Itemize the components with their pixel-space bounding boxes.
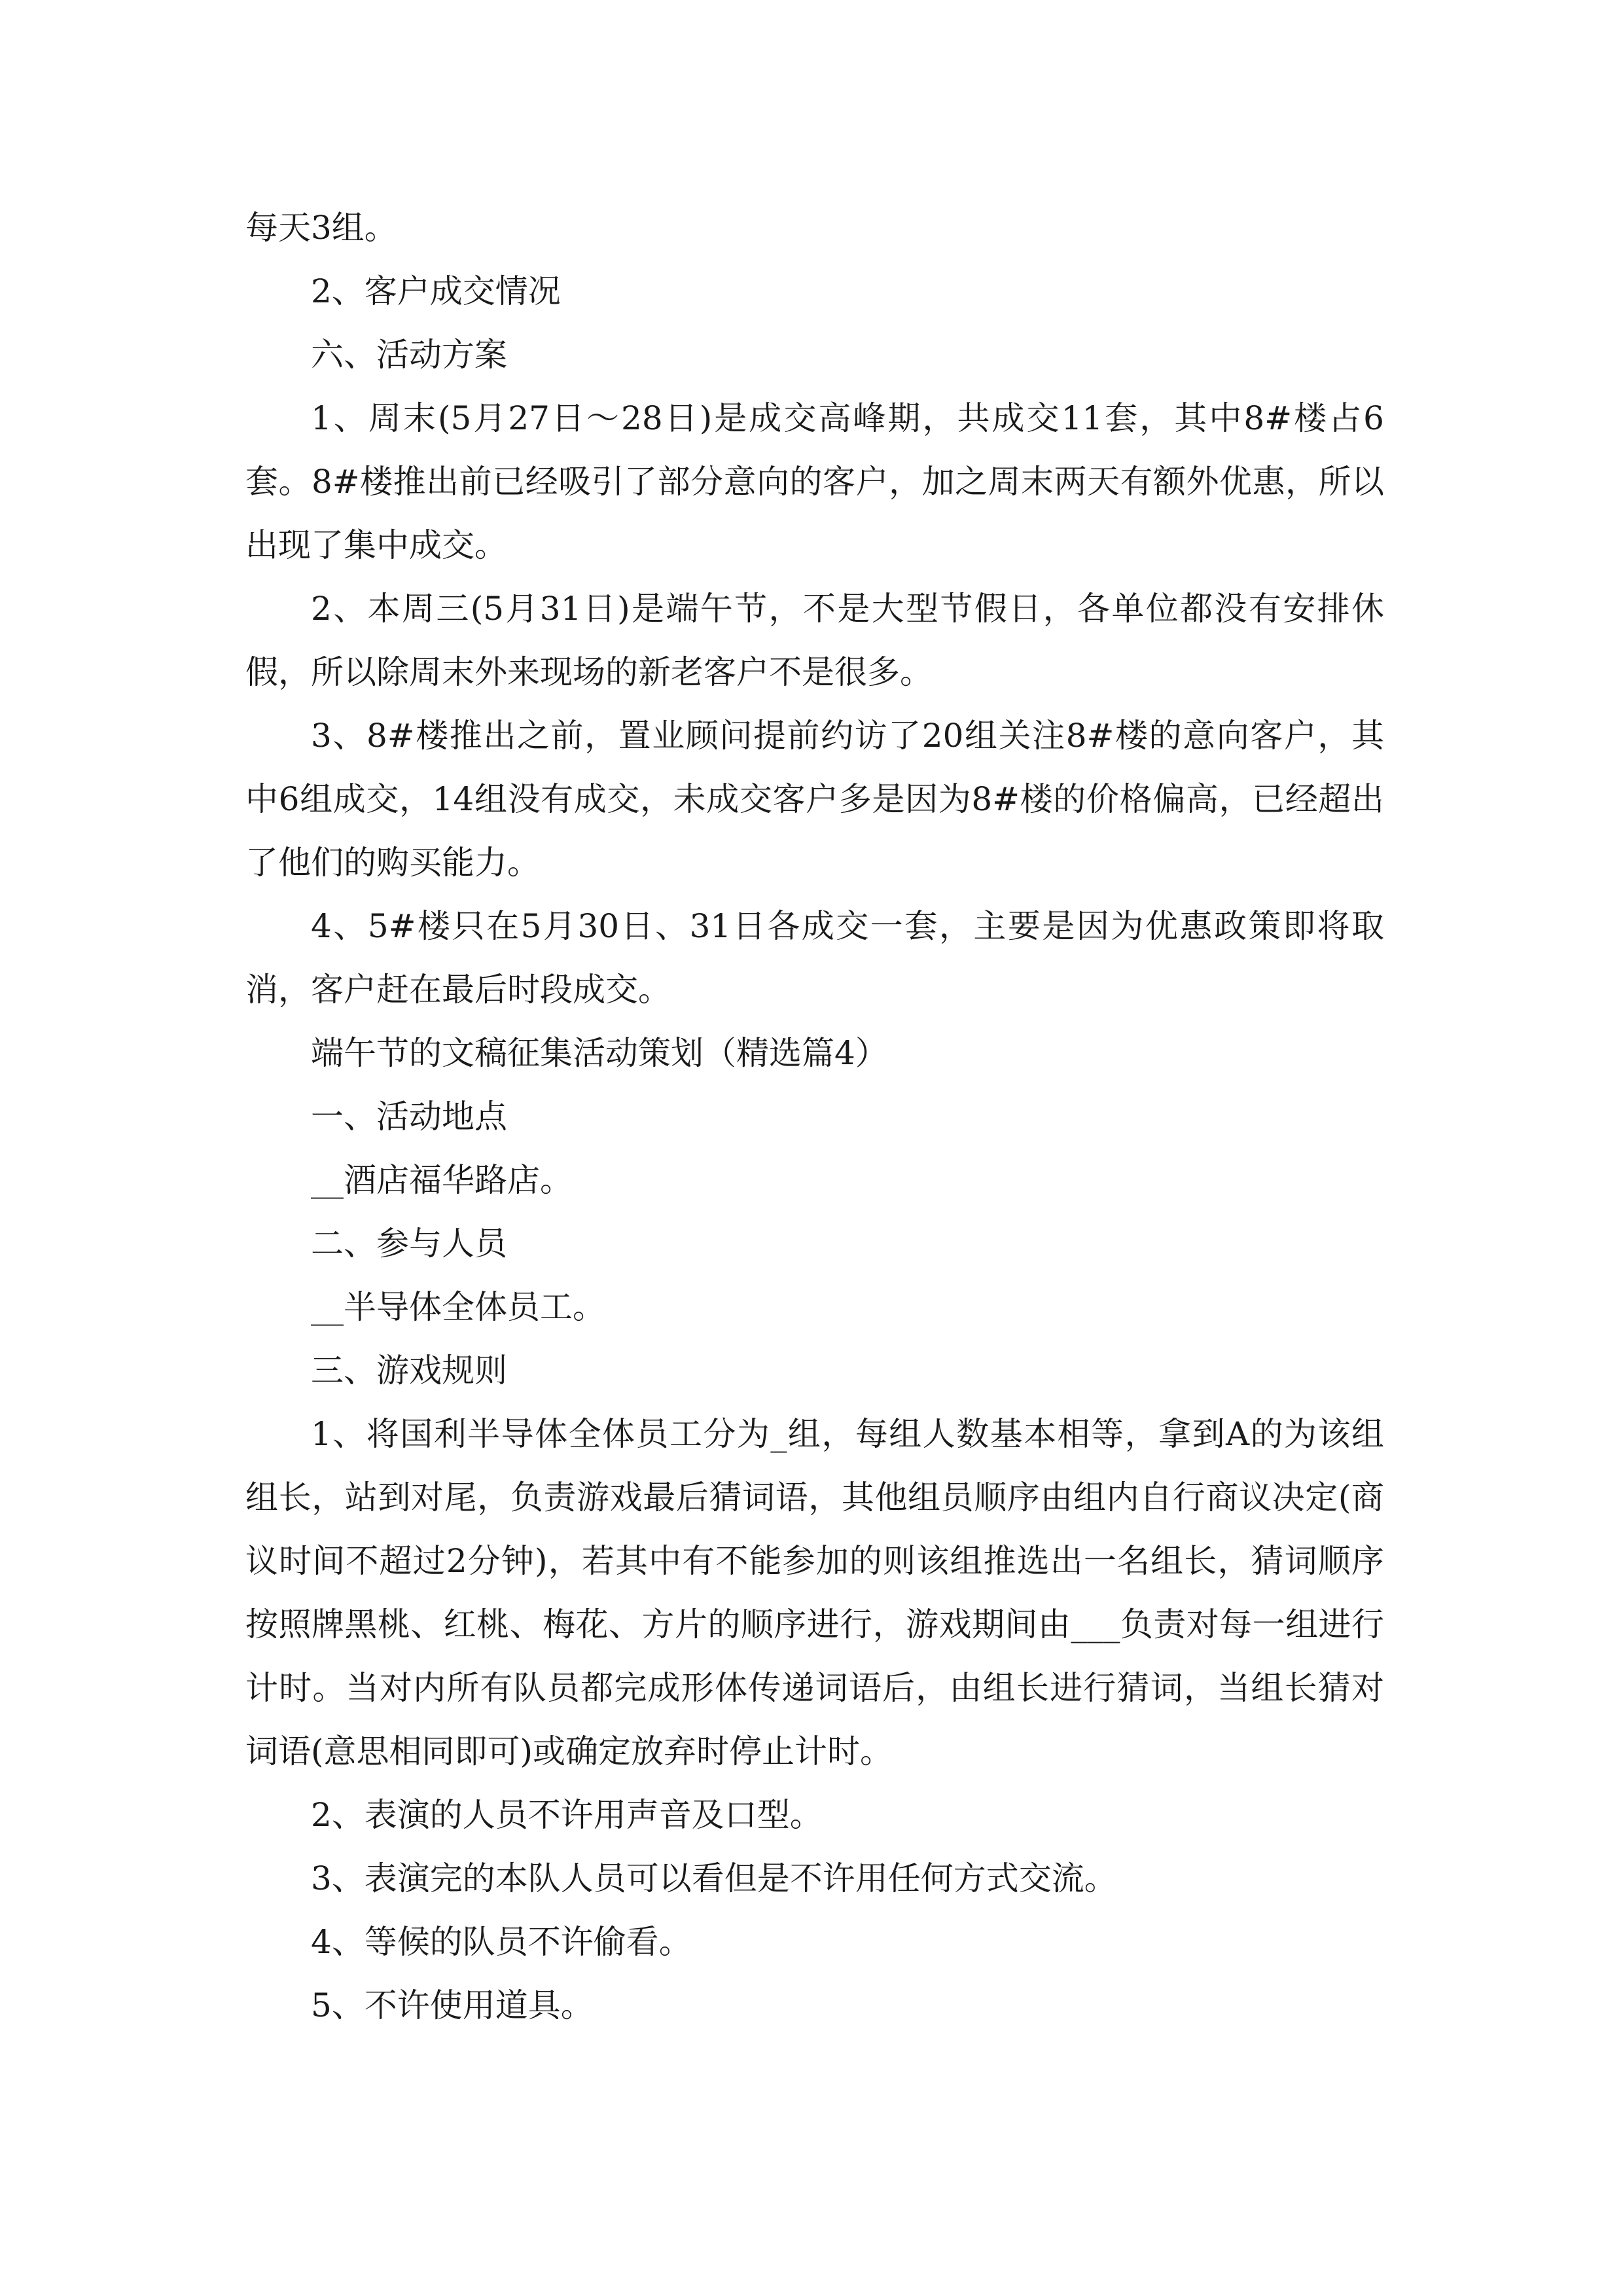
paragraph-dragon-boat-wednesday: 2、本周三(5月31日)是端午节，不是大型节假日，各单位都没有安排休假，所以除周末外来现场的新老客户不是很多。 [245, 590, 1384, 691]
paragraph-location: __酒店福华路店。 [311, 1161, 573, 1199]
paragraph-daily-groups: 每天3组。 [245, 209, 397, 247]
paragraph-building5-deals: 4、5#楼只在5月30日、31日各成交一套，主要是因为优惠政策即将取消，客户赶在最后时段成交。 [245, 907, 1384, 1009]
heading-participants: 二、参与人员 [311, 1225, 507, 1263]
paragraph-rule-5: 5、不许使用道具。 [311, 1986, 594, 2024]
paragraph-customer-deals: 2、客户成交情况 [311, 272, 561, 310]
paragraph-rule-3: 3、表演完的本队人员可以看但是不许用任何方式交流。 [311, 1859, 1117, 1897]
paragraph-participants: __半导体全体员工。 [311, 1288, 605, 1326]
heading-game-rules: 三、游戏规则 [311, 1352, 507, 1390]
heading-activity-location: 一、活动地点 [311, 1098, 507, 1136]
heading-activity-plan: 六、活动方案 [311, 336, 507, 374]
paragraph-rule-2: 2、表演的人员不许用声音及口型。 [311, 1796, 823, 1834]
section-title-selection4: 端午节的文稿征集活动策划（精选篇4） [311, 1034, 888, 1072]
paragraph-building8-visits: 3、8#楼推出之前，置业顾问提前约访了20组关注8#楼的意向客户，其中6组成交，14组没有成交，未成交客户多是因为8#楼的价格偏高，已经超出了他们的购买能力。 [245, 717, 1384, 882]
paragraph-rule-4: 4、等候的队员不许偷看。 [311, 1923, 692, 1961]
paragraph-weekend-deals: 1、周末(5月27日～28日)是成交高峰期，共成交11套，其中8#楼占6套。8#楼推出前已经吸引了部分意向的客户，加之周末两天有额外优惠，所以出现了集中成交。 [245, 399, 1384, 564]
paragraph-rule-1: 1、将国利半导体全体员工分为_组，每组人数基本相等，拿到A的为该组组长，站到对尾，负责游戏最后猜词语，其他组员顺序由组内自行商议决定(商议时间不超过2分钟)，若其中有不能参加的则该组推选出一名组长，猜词顺序按照牌黑桃、红桃、梅花、方片的顺序进行，游戏期间由___负责对每一组进行计时。当对内所有队员都完成形体传递词语后，由组长进行猜词，当组长猜对词语(意思相同即可)或确定放弃时停止计时。 [245, 1415, 1384, 1770]
document-page [245, 196, 1384, 2037]
